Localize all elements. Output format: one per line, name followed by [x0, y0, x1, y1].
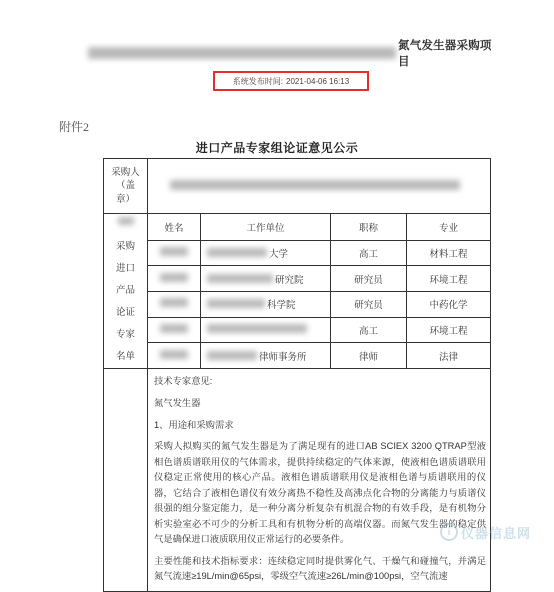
opinion-product: 氮气发生器: [154, 398, 201, 408]
watermark-text: 仪器信息网: [461, 525, 532, 541]
member-unit: [201, 317, 331, 343]
table-row: [104, 240, 491, 266]
member-title: 高工: [331, 317, 407, 343]
table-row: [104, 292, 491, 318]
member-unit: 研究院: [201, 266, 331, 292]
purchaser-row: [104, 159, 491, 214]
member-name: [148, 343, 201, 369]
opinion-section: 1、用途和采购需求: [154, 420, 234, 430]
member-title: 高工: [331, 240, 407, 266]
member-major: 环境工程: [407, 266, 491, 292]
redacted-text: [88, 47, 396, 59]
table-row: [104, 317, 491, 343]
member-major: 法律: [407, 343, 491, 369]
member-name: [148, 266, 201, 292]
member-unit: 大学: [201, 240, 331, 266]
expert-opinion: [148, 369, 491, 592]
member-name: [148, 317, 201, 343]
member-major: 材料工程: [407, 240, 491, 266]
publish-time-value: 2021-04-06 16:13: [286, 76, 350, 86]
opinion-row: [104, 369, 491, 592]
member-major: 环境工程: [407, 317, 491, 343]
purchaser-value: [148, 159, 491, 214]
member-name: [148, 292, 201, 318]
header-unit: 工作单位: [201, 214, 331, 241]
header-title: 职称: [331, 214, 407, 241]
redacted-text: [118, 217, 134, 225]
expert-list-label: 采购 进口 产品 论证 专家 名单: [104, 214, 148, 369]
opinion-body: 采购人拟购买的氮气发生器是为了满足现有的进口AB SCIEX 3200 QTRAP型液相色谱质谱联用仪的气体需求，提供持续稳定的气体来源，使液相色谱质谱联用仪稳定正常使用的核心产品。液相色谱质谱联用仪是液相色谱与质谱联用的仪器，它结合了液相色谱仪有效分离热不稳性及高沸点化合物的分离能力与质谱仪很强的组分鉴定能力，是一种分离分析复杂有机混合物的有效手段，是有机物分析实验室必不可少的分析工具和有机物分析的高端仪器。而氮气发生器的稳定供气是确保进口液质联用仪正常运行的必要条件。: [154, 441, 486, 544]
opinion-heading: 技术专家意见:: [154, 376, 213, 386]
member-major: 中药化学: [407, 292, 491, 318]
redacted-text: [170, 180, 460, 190]
expert-table: [103, 158, 491, 592]
table-row: [104, 343, 491, 369]
table-row: [104, 266, 491, 292]
opinion-specs: 主要性能和技术指标要求：连续稳定同时提供雾化气、干燥气和碰撞气，并满足氮气流速≥19L/min@65psi，零级空气流速≥26L/min@100psi，空气流速: [154, 555, 486, 581]
watermark-logo-icon: i: [440, 523, 458, 541]
opinion-side-cell: [104, 369, 148, 592]
publish-time-label: 系统发布时间:: [232, 76, 284, 86]
member-title: 研究员: [331, 266, 407, 292]
project-title-text: 氮气发生器采购项目: [398, 40, 492, 68]
purchaser-label: 采购人（盖章）: [104, 159, 148, 214]
member-unit: 科学院: [201, 292, 331, 318]
member-name: [148, 240, 201, 266]
document-title: 进口产品专家组论证意见公示: [195, 141, 359, 155]
member-unit: 律师事务所: [201, 343, 331, 369]
member-title: 律师: [331, 343, 407, 369]
header-name: 姓名: [148, 214, 201, 241]
watermark: [440, 520, 548, 544]
member-title: 研究员: [331, 292, 407, 318]
members-header-row: [104, 214, 491, 241]
attachment-label: 附件2: [59, 120, 90, 134]
header-major: 专业: [407, 214, 491, 241]
project-title: [88, 40, 500, 68]
publish-time-box: [213, 71, 369, 91]
